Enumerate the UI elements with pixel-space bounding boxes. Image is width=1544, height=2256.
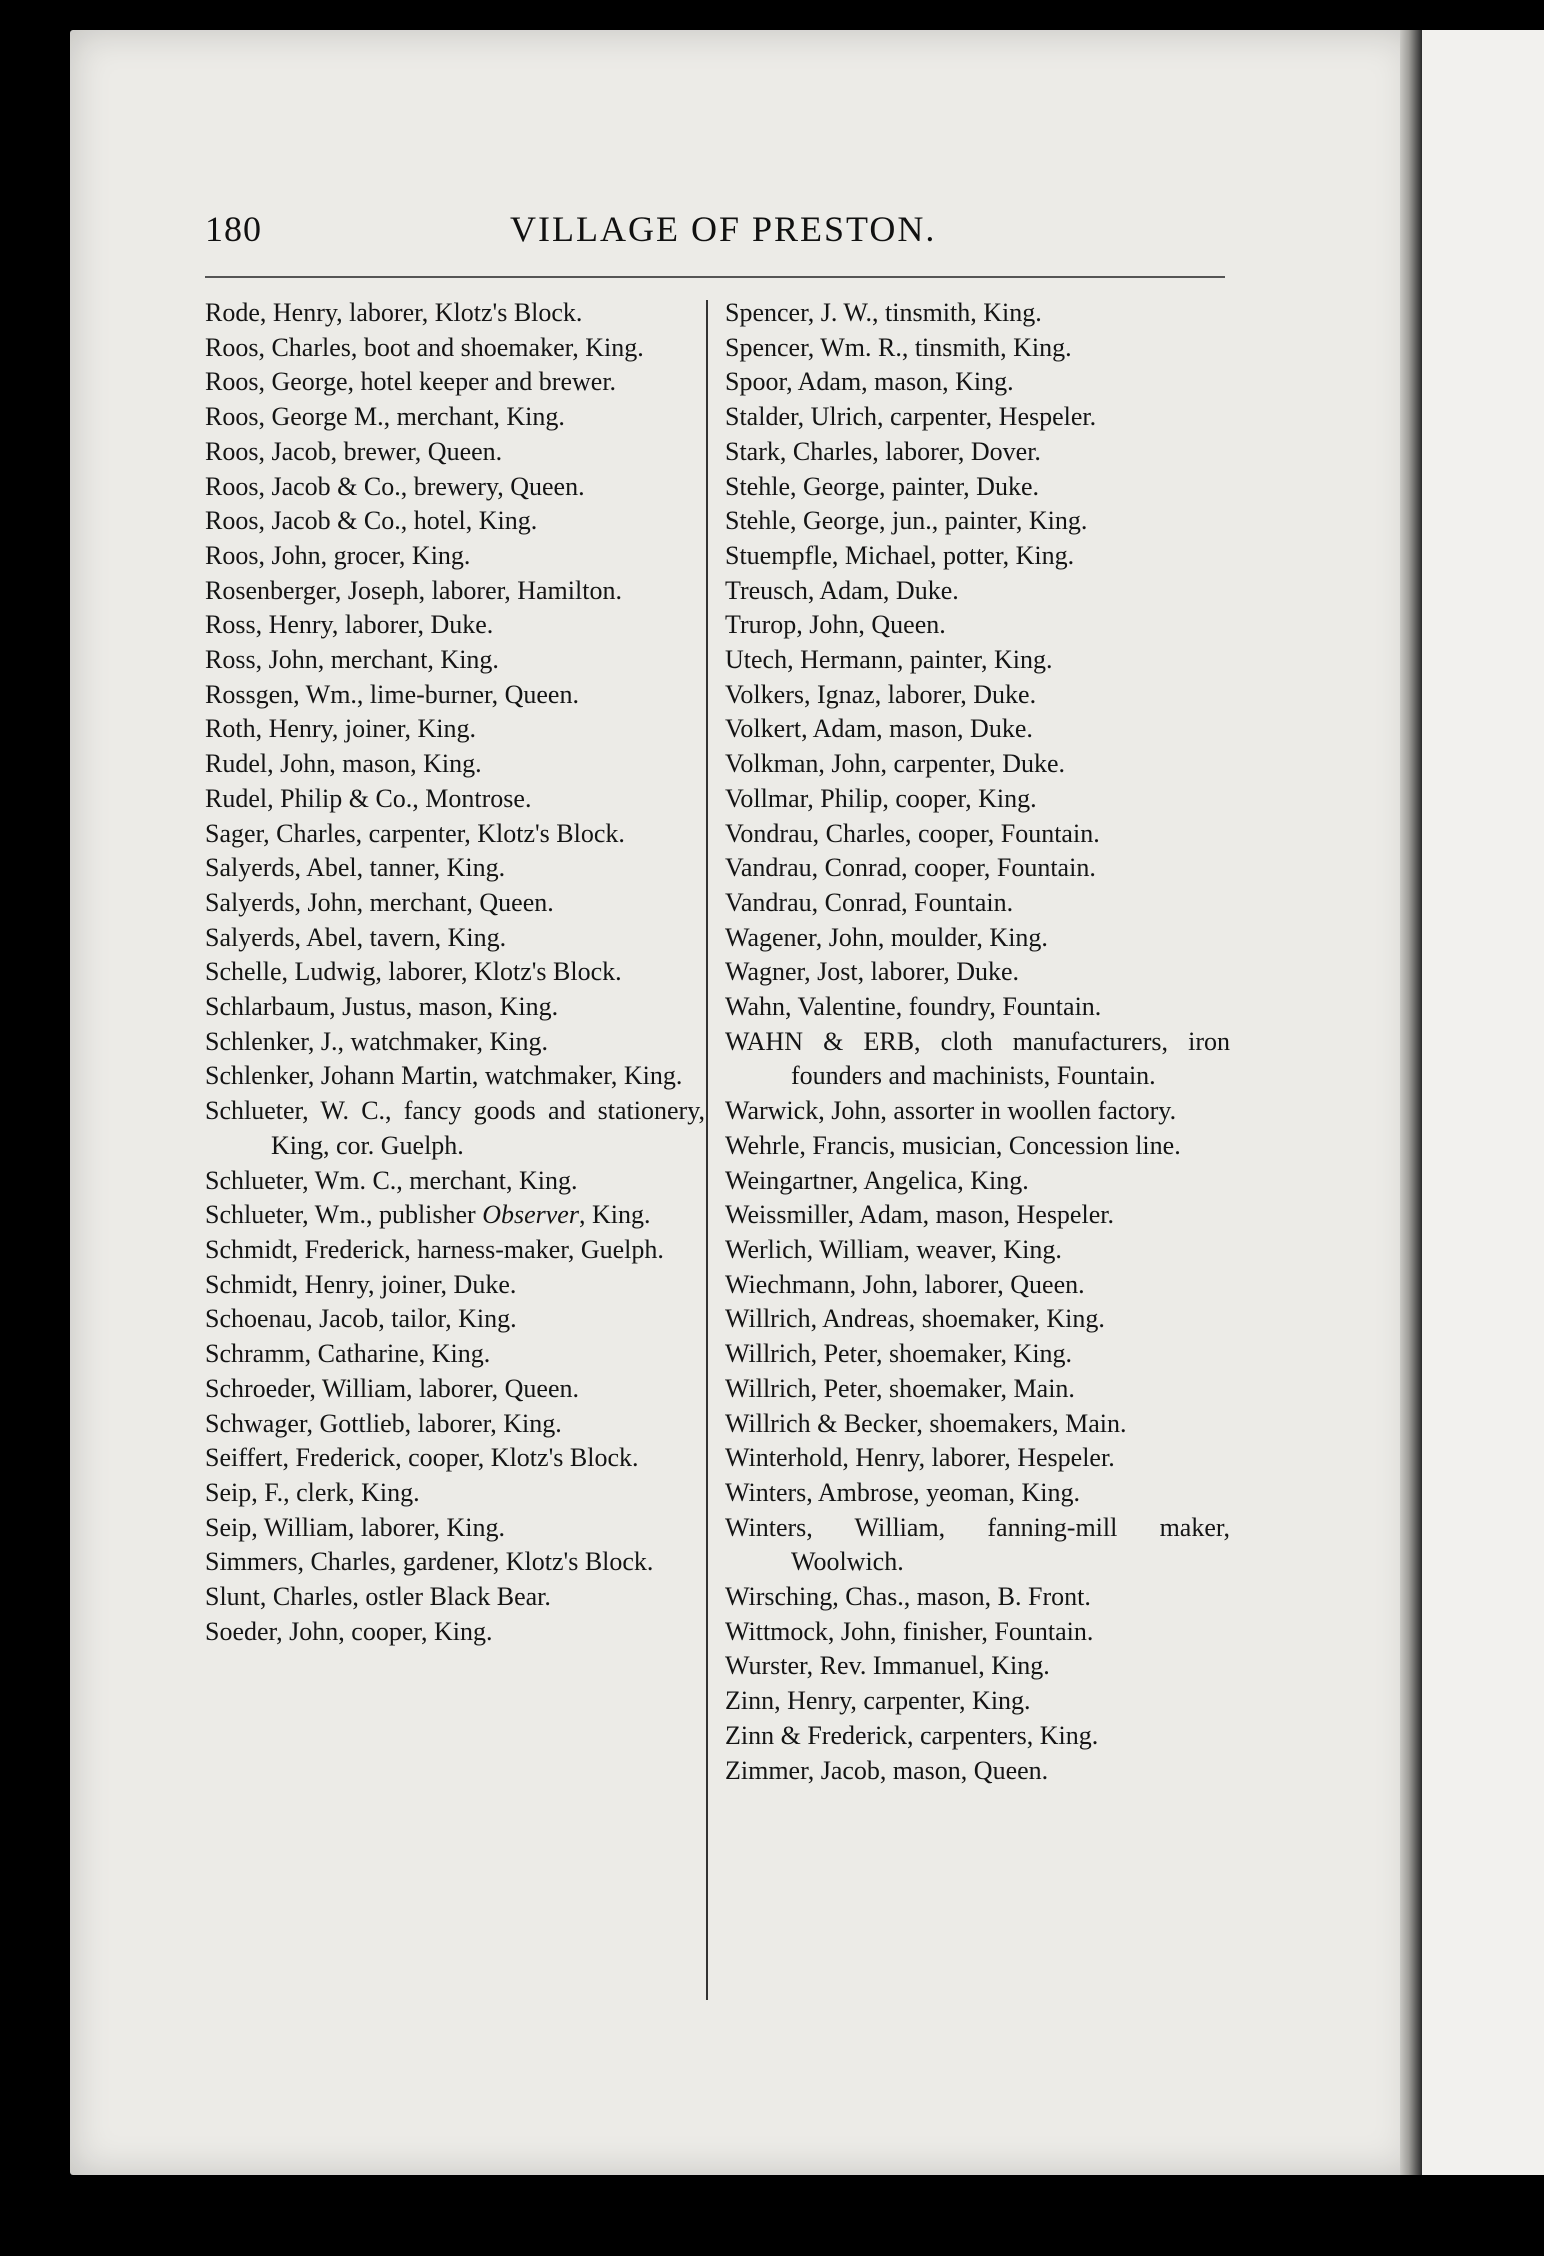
directory-entry: Roos, George, hotel keeper and brewer. xyxy=(205,367,617,397)
directory-entry: Stark, Charles, laborer, Dover. xyxy=(725,436,1041,466)
directory-entry: Roos, Charles, boot and shoemaker, King. xyxy=(205,332,644,362)
directory-entry: Vollmar, Philip, cooper, King. xyxy=(725,783,1037,813)
directory-entry: Schlenker, J., watchmaker, King. xyxy=(205,1026,549,1056)
directory-entry: Seip, F., clerk, King. xyxy=(205,1477,420,1507)
directory-entry: Spoor, Adam, mason, King. xyxy=(725,367,1014,397)
directory-entry: Schroeder, William, laborer, Queen. xyxy=(205,1373,579,1403)
directory-entry: Wurster, Rev. Immanuel, King. xyxy=(725,1651,1050,1681)
directory-entry: Treusch, Adam, Duke. xyxy=(725,575,959,605)
directory-entry: Wagener, John, moulder, King. xyxy=(725,922,1048,952)
directory-entry: Volkert, Adam, mason, Duke. xyxy=(725,714,1033,744)
directory-entry: Wehrle, Francis, musician, Concession line. xyxy=(725,1130,1181,1160)
page-header xyxy=(205,208,1225,260)
directory-entry: Zimmer, Jacob, mason, Queen. xyxy=(725,1755,1049,1785)
directory-entry: Rudel, Philip & Co., Montrose. xyxy=(205,783,532,813)
directory-entry: Roos, Jacob, brewer, Queen. xyxy=(205,436,503,466)
directory-entry: Zinn & Frederick, carpenters, King. xyxy=(725,1720,1099,1750)
gutter-edge xyxy=(1400,30,1422,2175)
directory-entry: Ross, Henry, laborer, Duke. xyxy=(205,610,494,640)
directory-entry: Stalder, Ulrich, carpenter, Hespeler. xyxy=(725,402,1097,432)
directory-entry: Zinn, Henry, carpenter, King. xyxy=(725,1686,1031,1716)
directory-entry: Winters, Ambrose, yeoman, King. xyxy=(725,1477,1080,1507)
directory-entry: Vandrau, Conrad, Fountain. xyxy=(725,887,1014,917)
directory-entry: Salyerds, Abel, tavern, King. xyxy=(205,922,507,952)
directory-entry: Schramm, Catharine, King. xyxy=(205,1339,491,1369)
facing-page-edge xyxy=(1422,30,1544,2175)
directory-entry: Wagner, Jost, laborer, Duke. xyxy=(725,957,1020,987)
directory-entry: Rossgen, Wm., lime-burner, Queen. xyxy=(205,679,579,709)
directory-entry: Willrich, Peter, shoemaker, King. xyxy=(725,1339,1073,1369)
directory-entry: Schwager, Gottlieb, laborer, King. xyxy=(205,1408,562,1438)
directory-entry: Seiffert, Frederick, cooper, Klotz's Block. xyxy=(205,1443,639,1473)
directory-entry: Stehle, George, painter, Duke. xyxy=(725,471,1039,501)
directory-entry: Werlich, William, weaver, King. xyxy=(725,1234,1062,1264)
directory-entry: Wahn, Valentine, foundry, Fountain. xyxy=(725,992,1102,1022)
directory-entry: Willrich & Becker, shoemakers, Main. xyxy=(725,1408,1127,1438)
directory-entry: Roos, George M., merchant, King. xyxy=(205,402,565,432)
directory-entry: Ross, John, merchant, King. xyxy=(205,645,499,675)
directory-entry: Schlenker, Johann Martin, watchmaker, King. xyxy=(205,1061,683,1091)
directory-entry: Vandrau, Conrad, cooper, Fountain. xyxy=(725,853,1096,883)
directory-entry: Willrich, Andreas, shoemaker, King. xyxy=(725,1304,1105,1334)
directory-entry: Simmers, Charles, gardener, Klotz's Block. xyxy=(205,1547,654,1577)
directory-entry: Salyerds, Abel, tanner, King. xyxy=(205,853,506,883)
header-rule xyxy=(205,276,1225,278)
directory-entry: Spencer, Wm. R., tinsmith, King. xyxy=(725,332,1072,362)
directory-entry: WAHN & ERB, cloth manufacturers, iron founders and machinists, Fountain. xyxy=(725,1026,1230,1091)
directory-entry: Soeder, John, cooper, King. xyxy=(205,1616,493,1646)
directory-entry: Wittmock, John, finisher, Fountain. xyxy=(725,1616,1094,1646)
directory-entry: Stuempfle, Michael, potter, King. xyxy=(725,540,1075,570)
directory-entry: Seip, William, laborer, King. xyxy=(205,1512,505,1542)
page-number: 180 xyxy=(205,209,262,249)
directory-entry: Rudel, John, mason, King. xyxy=(205,749,482,779)
directory-entry: Roos, Jacob & Co., hotel, King. xyxy=(205,506,538,536)
directory-entry: Volkers, Ignaz, laborer, Duke. xyxy=(725,679,1037,709)
directory-entry: Winters, William, fanning-mill maker, Woolwich. xyxy=(725,1512,1230,1577)
directory-entry: Schmidt, Henry, joiner, Duke. xyxy=(205,1269,517,1299)
running-title: VILLAGE OF PRESTON. xyxy=(510,209,937,249)
directory-entry: Schlueter, W. C., fancy goods and stationery, King, cor. Guelph. xyxy=(205,1096,705,1160)
directory-entry: Trurop, John, Queen. xyxy=(725,610,946,640)
directory-entry: Stehle, George, jun., painter, King. xyxy=(725,506,1088,536)
directory-entry: Willrich, Peter, shoemaker, Main. xyxy=(725,1373,1075,1403)
directory-entry: Rode, Henry, laborer, Klotz's Block. xyxy=(205,298,583,327)
column-divider xyxy=(706,300,708,2000)
directory-entry: Schmidt, Frederick, harness-maker, Guelph. xyxy=(205,1234,664,1264)
directory-entry: Schlarbaum, Justus, mason, King. xyxy=(205,992,559,1022)
directory-entry: Roos, John, grocer, King. xyxy=(205,540,471,570)
directory-entry: Wiechmann, John, laborer, Queen. xyxy=(725,1269,1085,1299)
directory-entry: Warwick, John, assorter in woollen factory. xyxy=(725,1096,1177,1126)
directory-entry: Schlueter, Wm. C., merchant, King. xyxy=(205,1165,578,1195)
directory-entry: Roth, Henry, joiner, King. xyxy=(205,714,476,744)
directory-entry: Spencer, J. W., tinsmith, King. xyxy=(725,298,1042,327)
directory-entry: Weissmiller, Adam, mason, Hespeler. xyxy=(725,1200,1114,1230)
directory-entry: Schoenau, Jacob, tailor, King. xyxy=(205,1304,517,1334)
right-column xyxy=(725,296,1230,1788)
directory-entry: Slunt, Charles, ostler Black Bear. xyxy=(205,1582,551,1612)
directory-entry: Vondrau, Charles, cooper, Fountain. xyxy=(725,818,1100,848)
directory-entry: Winterhold, Henry, laborer, Hespeler. xyxy=(725,1443,1115,1473)
directory-entry: Roos, Jacob & Co., brewery, Queen. xyxy=(205,471,585,501)
directory-entry: Salyerds, John, merchant, Queen. xyxy=(205,887,554,917)
directory-entry: Sager, Charles, carpenter, Klotz's Block. xyxy=(205,818,625,848)
directory-entry: Rosenberger, Joseph, laborer, Hamilton. xyxy=(205,575,622,605)
directory-entry: Wirsching, Chas., mason, B. Front. xyxy=(725,1582,1091,1612)
directory-entry: Schelle, Ludwig, laborer, Klotz's Block. xyxy=(205,957,622,987)
directory-entry: Volkman, John, carpenter, Duke. xyxy=(725,749,1066,779)
directory-entry: Schlueter, Wm., publisher Observer, King. xyxy=(205,1200,651,1230)
directory-entry: Utech, Hermann, painter, King. xyxy=(725,645,1053,675)
left-column xyxy=(205,296,705,1649)
directory-entry: Weingartner, Angelica, King. xyxy=(725,1165,1029,1195)
